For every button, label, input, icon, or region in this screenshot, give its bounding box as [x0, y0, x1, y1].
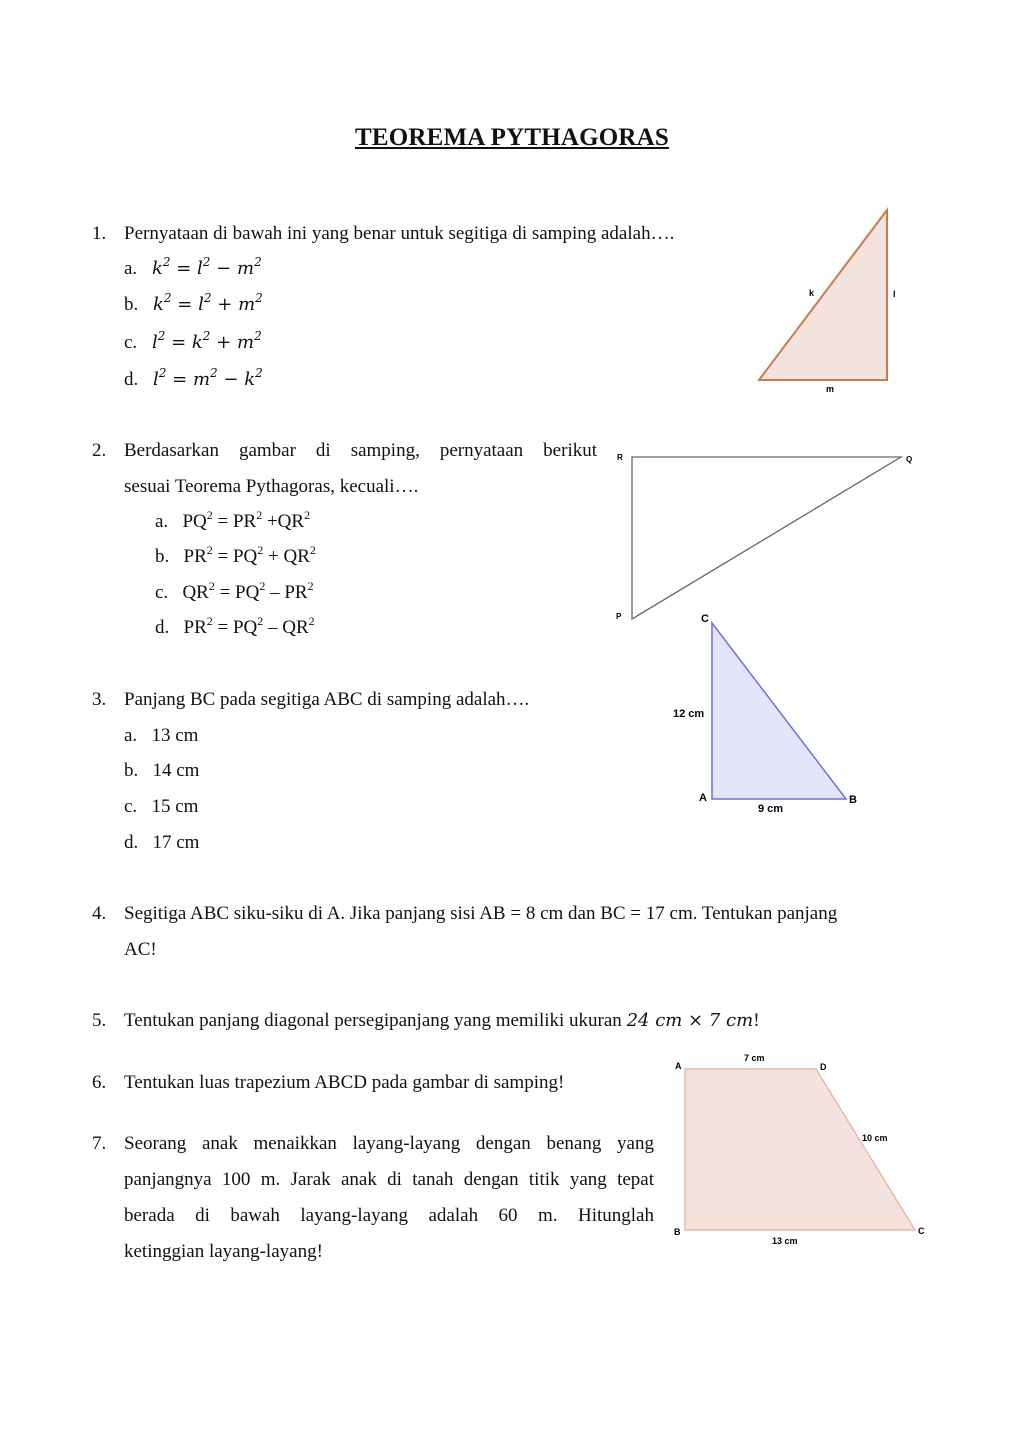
option-letter: c. [124, 332, 138, 353]
question-7-line-4: ketinggian layang-layang! [124, 1241, 323, 1262]
question-1-text: Pernyataan di bawah ini yang benar untuk segitiga di samping adalah…. [124, 223, 675, 244]
label-l: l [893, 289, 896, 299]
question-2-option-b: b. $PR^2 = PQ^2 + QR^2$ [155, 543, 316, 567]
question-6-text: Tentukan luas trapezium ABCD pada gambar di samping! [124, 1072, 565, 1093]
question-3-number: 3. [92, 689, 107, 710]
option-letter: b. [124, 294, 139, 315]
label-slant: 10 cm [862, 1133, 888, 1143]
label-a: A [675, 1061, 682, 1071]
label-side-ab: 9 cm [758, 803, 784, 815]
question-1-number: 1. [92, 223, 107, 244]
label-c: C [701, 613, 709, 625]
question-2-option-a: a. $PQ^2 = PR^2 +QR^2$ [155, 508, 311, 532]
question-1-option-d: d. $l^2 = m^2 - k^2$ [124, 366, 263, 390]
question-7-line-2: panjangnya 100 m. Jarak anak di tanah dengan titik yang tepat [124, 1169, 654, 1190]
page-title: TEOREMA PYTHAGORAS [354, 124, 670, 151]
question-3-option-c: c. 15 cm [124, 796, 199, 817]
question-2-option-d: d. $PR^2 = PQ^2 - QR^2$ [155, 614, 315, 638]
question-1-option-a: a. $k^2 = l^2 - m^2$ [124, 255, 262, 279]
label-r: R [617, 453, 623, 462]
question-3-option-a: a. 13 cm [124, 725, 199, 746]
label-q: Q [906, 455, 913, 464]
option-letter: a. [124, 258, 138, 279]
question-2-number: 2. [92, 440, 107, 461]
label-top: 7 cm [744, 1053, 765, 1063]
question-6-number: 6. [92, 1072, 107, 1093]
question-1-option-c: c. $l^2 = k^2 + m^2$ [124, 329, 262, 353]
question-7-line-1: Seorang anak menaikkan layang-layang dengan benang yang [124, 1133, 654, 1154]
question-5-number: 5. [92, 1010, 107, 1031]
question-4-line-1: Segitiga ABC siku-siku di A. Jika panjang sisi AB = 8 cm dan BC = 17 cm. Tentukan panjang [124, 903, 838, 924]
question-3-text: Panjang BC pada segitiga ABC di samping adalah…. [124, 689, 530, 710]
question-5-body: Tentukan panjang diagonal persegipanjang yang memiliki ukuran [124, 1010, 622, 1031]
label-c: C [918, 1226, 925, 1236]
question-2-option-c: c. $QR^2 = PQ^2 - PR^2$ [155, 579, 314, 603]
label-m: m [826, 384, 835, 394]
label-p: P [616, 612, 622, 621]
question-5-text: Tentukan panjang diagonal persegipanjang yang memiliki ukuran 24 cm × 7 cm! [124, 1010, 760, 1031]
label-side-ac: 12 cm [673, 708, 705, 720]
question-7-number: 7. [92, 1133, 107, 1154]
label-b: B [674, 1227, 681, 1237]
question-4-line-2: AC! [124, 939, 157, 960]
trapezium-abcd [685, 1069, 915, 1230]
option-letter: d. [124, 369, 139, 390]
question-3-option-b: b. 14 cm [124, 760, 200, 781]
question-1-option-b: b. $k^2 = l^2 + m^2$ [124, 291, 263, 315]
question-2-line-2: sesuai Teorema Pythagoras, kecuali…. [124, 476, 419, 497]
label-bottom: 13 cm [772, 1236, 798, 1246]
question-2-line-1: Berdasarkan gambar di samping, pernyataan berikut [124, 440, 597, 461]
question-3-option-d: d. 17 cm [124, 832, 200, 853]
label-a: A [699, 792, 707, 804]
label-b: B [849, 794, 857, 806]
label-k: k [809, 288, 815, 298]
question-4-number: 4. [92, 903, 107, 924]
question-5-dimensions: 24 cm × 7 cm [626, 1010, 754, 1031]
label-d: D [820, 1062, 827, 1072]
question-7-line-3: berada di bawah layang-layang adalah 60 m. Hitunglah [124, 1205, 654, 1226]
